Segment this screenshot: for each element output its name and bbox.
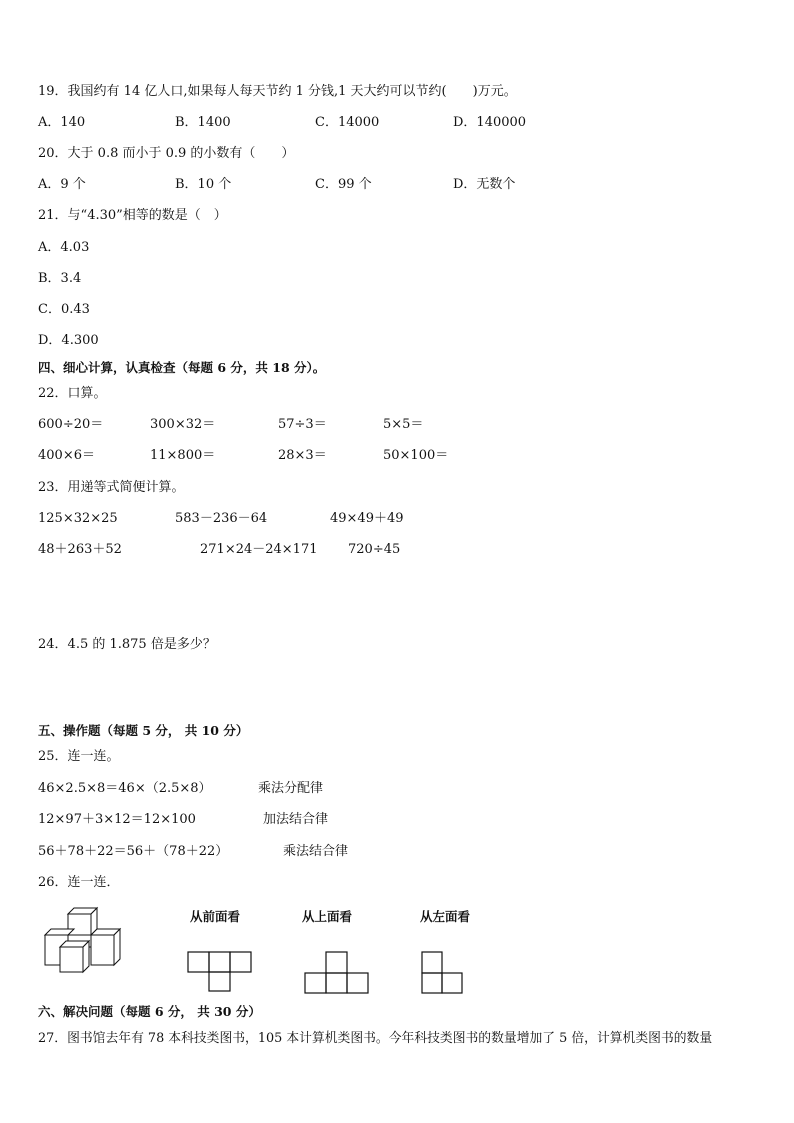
view-label-front: 从前面看 bbox=[190, 909, 241, 924]
q22-item: 5×5＝ bbox=[383, 417, 424, 432]
q19-option-a: A．140 bbox=[38, 115, 86, 130]
q21-stem: 21．与“4.30”相等的数是（ ） bbox=[38, 208, 227, 223]
q23-item: 583－236－64 bbox=[175, 511, 268, 526]
q22-stem: 22．口算。 bbox=[38, 386, 107, 401]
q20-option-b: B．10 个 bbox=[175, 177, 232, 192]
q20-stem: 20．大于 0.8 而小于 0.9 的小数有（ ） bbox=[38, 146, 295, 161]
top-view-figure bbox=[304, 950, 370, 994]
q26-stem: 26．连一连． bbox=[38, 875, 120, 890]
q21-option-d: D．4.300 bbox=[38, 333, 99, 348]
q22-item: 28×3＝ bbox=[278, 448, 327, 463]
q25-law: 乘法分配律 bbox=[258, 781, 324, 796]
q25-expression: 12×97＋3×12＝12×100 bbox=[38, 812, 196, 827]
q25-law: 加法结合律 bbox=[263, 812, 329, 827]
q22-item: 50×100＝ bbox=[383, 448, 449, 463]
q27-stem: 27．图书馆去年有 78 本科技类图书，105 本计算机类图书。今年科技类图书的数量增加了 5 倍，计算机类图书的数量 bbox=[38, 1031, 713, 1046]
q20-option-c: C．99 个 bbox=[315, 177, 372, 192]
q22-item: 57÷3＝ bbox=[278, 417, 327, 432]
q25-expression: 46×2.5×8＝46×（2.5×8） bbox=[38, 781, 212, 796]
q22-item: 300×32＝ bbox=[150, 417, 216, 432]
q19-option-b: B．1400 bbox=[175, 115, 231, 130]
q23-item: 48＋263＋52 bbox=[38, 542, 122, 557]
section-5-title: 五、操作题（每题 5 分， 共 10 分） bbox=[38, 723, 249, 738]
left-view-figure bbox=[420, 950, 466, 994]
q20-option-d: D．无数个 bbox=[453, 177, 516, 192]
q22-item: 11×800＝ bbox=[150, 448, 216, 463]
front-view-figure bbox=[187, 950, 253, 992]
q19-option-c: C．14000 bbox=[315, 115, 380, 130]
q21-option-c: C．0.43 bbox=[38, 302, 90, 317]
q25-stem: 25．连一连。 bbox=[38, 749, 120, 764]
q24-stem: 24．4.5 的 1.875 倍是多少？ bbox=[38, 637, 216, 652]
q25-expression: 56＋78＋22＝56＋（78＋22） bbox=[38, 844, 229, 859]
q23-stem: 23．用递等式简便计算。 bbox=[38, 480, 185, 495]
q22-item: 600÷20＝ bbox=[38, 417, 104, 432]
q23-item: 49×49＋49 bbox=[330, 511, 404, 526]
q19-option-d: D．140000 bbox=[453, 115, 527, 130]
section-6-title: 六、解决问题（每题 6 分， 共 30 分） bbox=[38, 1004, 261, 1019]
q20-option-a: A．9 个 bbox=[38, 177, 86, 192]
q23-item: 125×32×25 bbox=[38, 511, 118, 526]
q23-item: 271×24－24×171 bbox=[200, 542, 318, 557]
view-label-left: 从左面看 bbox=[420, 909, 471, 924]
section-4-title: 四、细心计算，认真检查（每题 6 分，共 18 分）。 bbox=[38, 360, 326, 375]
q21-option-a: A．4.03 bbox=[38, 240, 90, 255]
q22-item: 400×6＝ bbox=[38, 448, 95, 463]
q21-option-b: B．3.4 bbox=[38, 271, 82, 286]
q19-stem: 19．我国约有 14 亿人口,如果每人每天节约 1 分钱,1 天大约可以节约( )万元。 bbox=[38, 84, 517, 99]
cube-stack-figure bbox=[40, 906, 130, 976]
q23-item: 720÷45 bbox=[348, 542, 401, 557]
view-label-top: 从上面看 bbox=[302, 909, 353, 924]
q25-law: 乘法结合律 bbox=[283, 844, 349, 859]
